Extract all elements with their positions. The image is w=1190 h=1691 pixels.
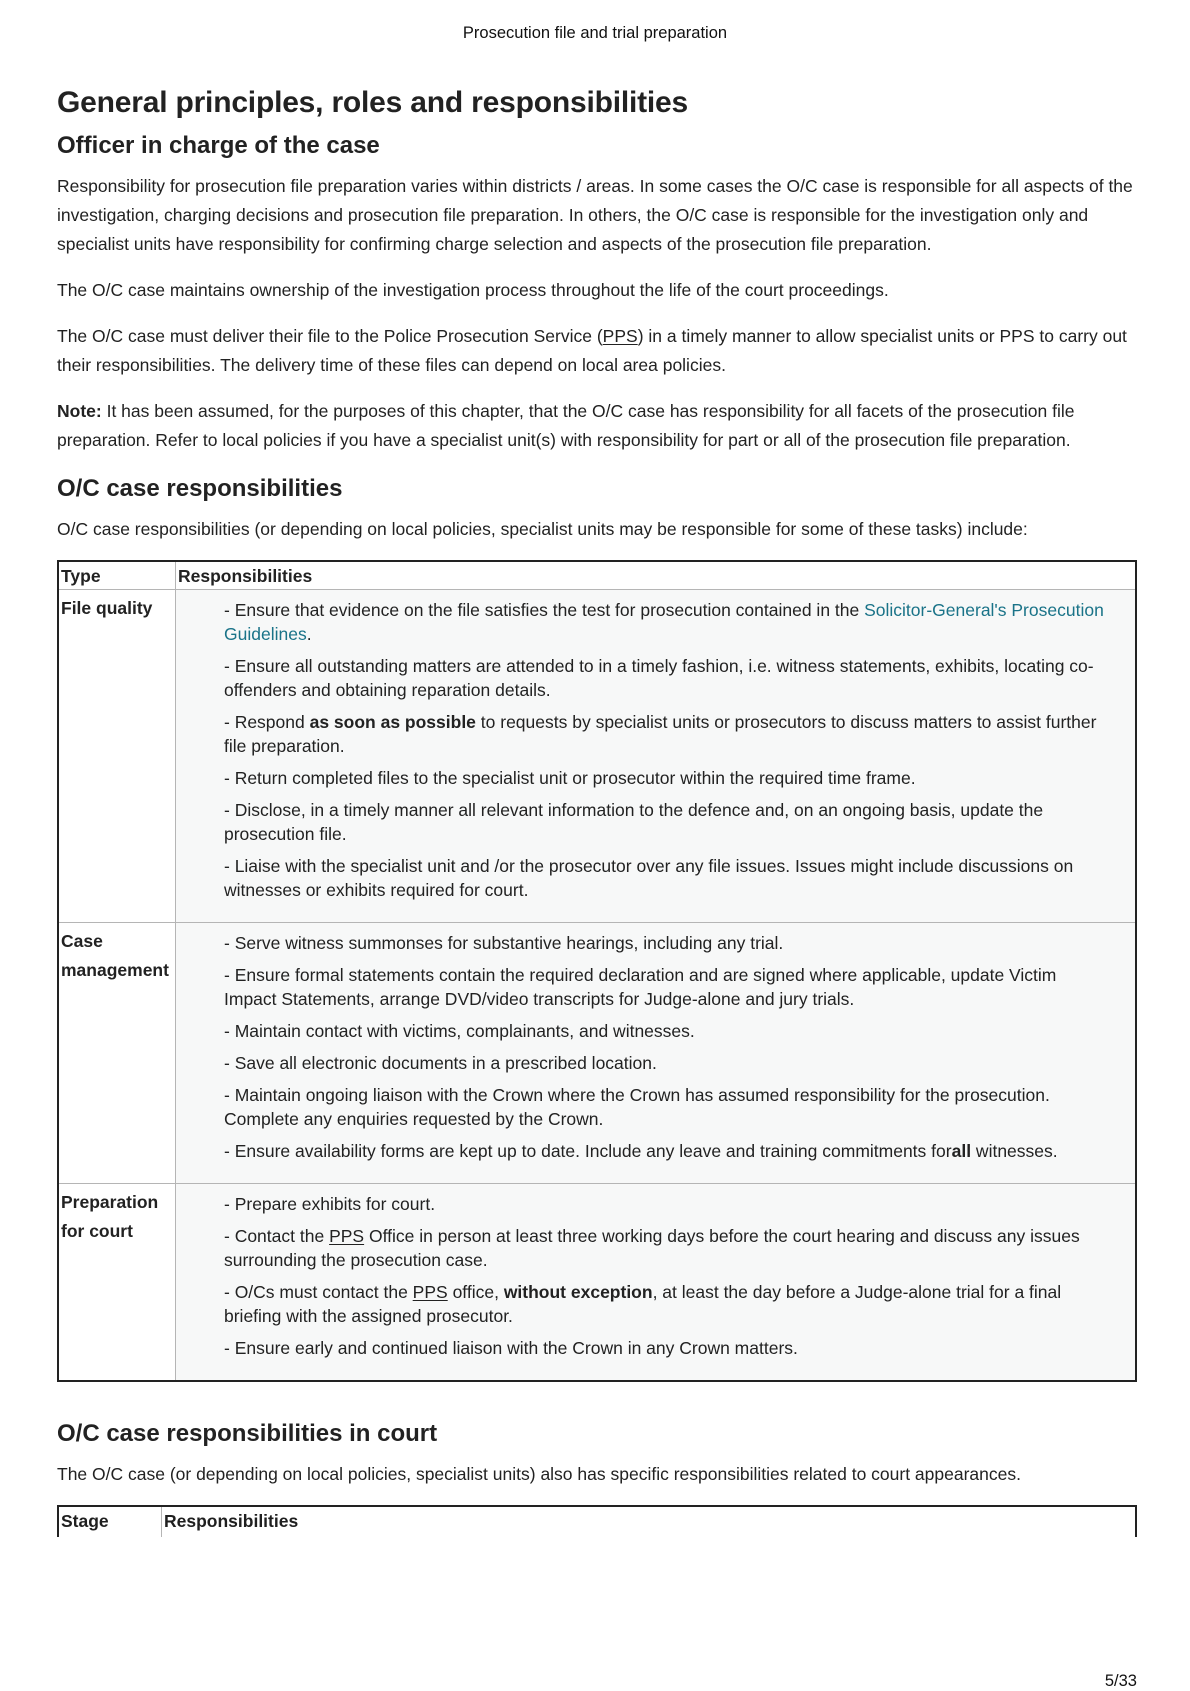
pps-abbreviation[interactable]: PPS xyxy=(329,1226,365,1246)
list-item: - Ensure early and continued liaison with the Crown in any Crown matters. xyxy=(224,1338,798,1358)
type-file-quality: File quality xyxy=(58,590,176,923)
responsibilities-case-management xyxy=(176,923,1137,1184)
column-header-responsibilities: Responsibilities xyxy=(162,1506,1137,1537)
list-item: - Respond as soon as possible to requests by specialist units or prosecutors to discuss matters to assist further file preparation. xyxy=(224,712,1097,756)
list-item: - Return completed files to the specialist unit or prosecutor within the required time frame. xyxy=(224,768,916,788)
subsection-title-officer: Officer in charge of the case xyxy=(57,132,380,159)
subsection-title-oc-responsibilities: O/C case responsibilities xyxy=(57,475,343,502)
court-responsibilities-table xyxy=(57,1505,1137,1537)
table-row-case-management xyxy=(58,923,1136,1184)
column-header-type: Type xyxy=(58,561,176,590)
paragraph-court-intro: The O/C case (or depending on local policies, specialist units) also has specific responsibilities related to court appearances. xyxy=(57,1464,1021,1484)
list-item: - Maintain contact with victims, complainants, and witnesses. xyxy=(224,1021,695,1041)
subsection-title-court-responsibilities: O/C case responsibilities in court xyxy=(57,1420,438,1447)
list-item: - Disclose, in a timely manner all relevant information to the defence and, on an ongoing basis, update the prosecution file. xyxy=(224,800,1044,844)
list-item: - Ensure formal statements contain the required declaration and are signed where applicable, update Victim Impact Statements, arrange DVD/video transcripts for Judge-alone and jury trials. xyxy=(224,965,1057,1009)
running-header: Prosecution file and trial preparation xyxy=(462,24,728,42)
table-row-file-quality xyxy=(58,590,1136,923)
paragraph-responsibility: Responsibility for prosecution file preparation varies within districts / areas. In some cases the O/C case is responsible for all aspects of the investigation, charging decisions and prosecution file preparation. In others, the O/C case is responsible for the investigation only and specialist units have responsibility for confirming charge selection and aspects of the prosecution file preparation. xyxy=(57,176,1133,254)
column-header-responsibilities: Responsibilities xyxy=(176,561,1137,590)
solicitor-general-guidelines-link[interactable]: Solicitor-General's Prosecution Guidelines xyxy=(224,600,1104,644)
pps-abbreviation[interactable]: PPS xyxy=(602,326,638,346)
type-case-management: Case management xyxy=(58,923,176,1184)
paragraph-note: Note: It has been assumed, for the purposes of this chapter, that the O/C case has responsibility for all facets of the prosecution file preparation. Refer to local policies if you have a specialist unit(s) with responsibility for part or all of the prosecution file preparation. xyxy=(57,401,1075,450)
table-header-row xyxy=(58,1506,1136,1537)
table-header-row xyxy=(58,561,1136,590)
oc-responsibilities-table xyxy=(57,560,1137,1382)
list-item: - Serve witness summonses for substantive hearings, including any trial. xyxy=(224,933,784,953)
list-item: - Ensure that evidence on the file satisfies the test for prosecution contained in the Solicitor-General's Prosecution Guidelines. xyxy=(224,600,1104,644)
list-item: - Contact the PPS Office in person at least three working days before the court hearing and discuss any issues surrounding the prosecution case. xyxy=(224,1226,1080,1270)
document-body xyxy=(57,86,1137,1537)
responsibilities-preparation-for-court xyxy=(176,1184,1137,1382)
court-table-fragment xyxy=(57,1505,1137,1537)
type-preparation-for-court: Preparation for court xyxy=(58,1184,176,1382)
list-item: - Liaise with the specialist unit and /or the prosecutor over any file issues. Issues might include discussions on witnesses or exhibits required for court. xyxy=(224,856,1074,900)
list-item: - Maintain ongoing liaison with the Crown where the Crown has assumed responsibility for the prosecution. Complete any enquiries requested by the Crown. xyxy=(224,1085,1050,1129)
responsibilities-file-quality xyxy=(176,590,1137,923)
list-item: - Prepare exhibits for court. xyxy=(224,1194,436,1214)
paragraph-ownership: The O/C case maintains ownership of the investigation process throughout the life of the court proceedings. xyxy=(57,280,889,300)
list-item: - O/Cs must contact the PPS office, without exception, at least the day before a Judge-alone trial for a final briefing with the assigned prosecutor. xyxy=(224,1282,1062,1326)
page-number: 5/33 xyxy=(1104,1672,1137,1690)
paragraph-oc-intro: O/C case responsibilities (or depending on local policies, specialist units may be responsible for some of these tasks) include: xyxy=(57,519,1028,539)
list-item: - Save all electronic documents in a prescribed location. xyxy=(224,1053,657,1073)
section-title: General principles, roles and responsibilities xyxy=(57,86,689,119)
table-row-preparation-for-court xyxy=(58,1184,1136,1382)
list-item: - Ensure all outstanding matters are attended to in a timely fashion, i.e. witness statements, exhibits, locating co-offenders and obtaining reparation details. xyxy=(224,656,1094,700)
pps-abbreviation[interactable]: PPS xyxy=(412,1282,448,1302)
paragraph-delivery: The O/C case must deliver their file to the Police Prosecution Service (PPS) in a timely manner to allow specialist units or PPS to carry out their responsibilities. The delivery time of these files can depend on local area policies. xyxy=(57,326,1127,375)
list-item: - Ensure availability forms are kept up to date. Include any leave and training commitments forall witnesses. xyxy=(224,1141,1058,1161)
note-label: Note: xyxy=(57,401,102,421)
column-header-stage: Stage xyxy=(58,1506,162,1537)
